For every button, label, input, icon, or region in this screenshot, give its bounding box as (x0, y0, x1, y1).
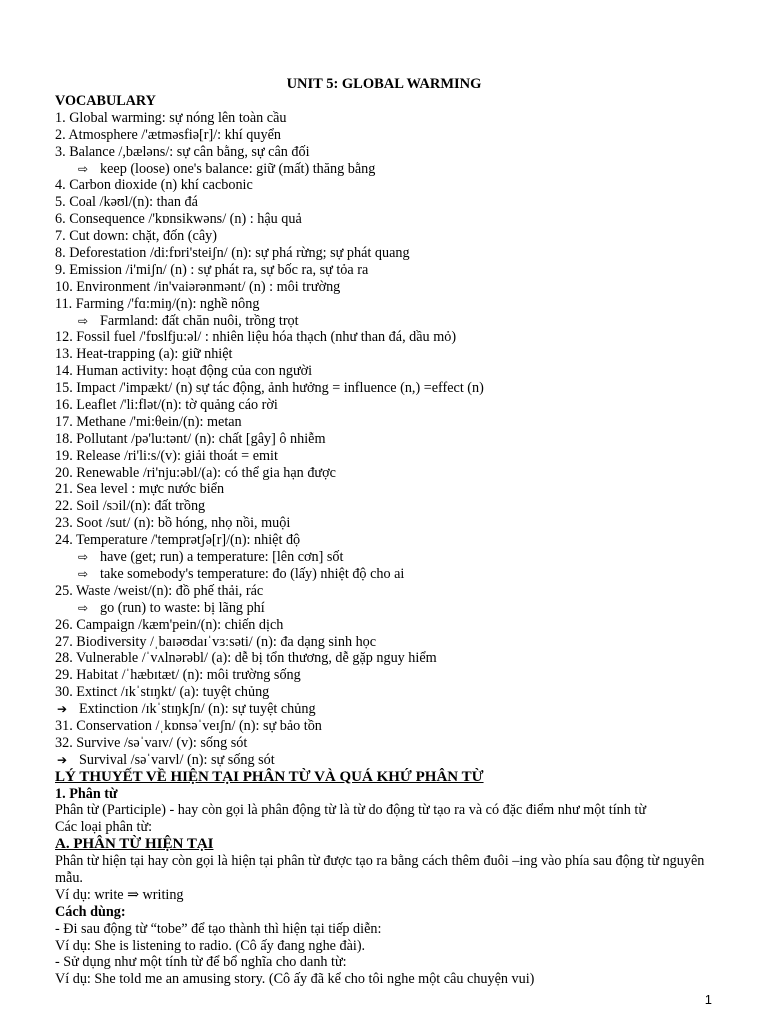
vocab-item (55, 515, 715, 532)
vocab-text: 10. Environment /in'vaiərənmənt/ (n) : môi trường (55, 278, 341, 295)
vocab-item (55, 583, 715, 600)
vocab-item (55, 144, 715, 161)
vocab-item (55, 498, 715, 515)
arrow-icon: ⇨ (78, 313, 89, 328)
vocab-item (55, 363, 715, 380)
usage-2-example: Ví dụ: She told me an amusing story. (Cô ấy đã kể cho tôi nghe một câu chuyện vui) (55, 971, 535, 988)
vocab-text: 3. Balance /,bæləns/: sự cân bằng, sự cân đối (55, 143, 310, 160)
vocab-subitem (55, 549, 715, 566)
vocab-item (55, 397, 715, 414)
section-1-heading: 1. Phân từ (55, 785, 118, 802)
vocab-text: 25. Waste /weist/(n): đồ phế thải, rác (55, 582, 264, 599)
vocab-subitem (55, 600, 715, 617)
vocab-item (55, 617, 715, 634)
section-1-types: Các loại phân từ: (55, 819, 153, 836)
vocab-text: 19. Release /ri'li:s/(v): giải thoát = emit (55, 447, 278, 464)
vocab-item (55, 110, 715, 127)
vocab-text: 28. Vulnerable /ˈvʌlnərəbl/ (a): dễ bị tổn thương, dễ gặp nguy hiểm (55, 650, 437, 667)
vocabulary-heading: VOCABULARY (55, 93, 156, 109)
vocab-text: Extinction /ɪkˈstɪŋkʃn/ (n): sự tuyệt chủng (79, 701, 316, 718)
vocab-item (55, 414, 715, 431)
vocab-item (55, 329, 715, 346)
vocab-text: 8. Deforestation /di:fɒri'steiʃn/ (n): sự phá rừng; sự phát quang (55, 245, 410, 262)
vocab-text: have (get; run) a temperature: [lên cơn] sốt (100, 549, 344, 566)
vocab-text: 21. Sea level : mực nước biển (55, 481, 225, 498)
arrow-icon: ⇨ (78, 550, 89, 565)
vocab-item (55, 650, 715, 667)
vocab-text: 31. Conservation /ˌkɒnsəˈveɪʃn/ (n): sự bảo tồn (55, 717, 322, 734)
vocab-item (55, 667, 715, 684)
vocab-subitem (55, 566, 715, 583)
vocab-text: 11. Farming /'fɑ:miŋ/(n): nghề nông (55, 295, 260, 312)
vocabulary-list (55, 110, 715, 769)
vocab-text: go (run) to waste: bị lãng phí (100, 599, 265, 616)
vocab-item (55, 262, 715, 279)
usage-1-example: Ví dụ: She is listening to radio. (Cô ấy đang nghe đài). (55, 937, 366, 954)
vocab-item (55, 228, 715, 245)
vocab-subitem (55, 752, 715, 769)
vocab-text: Survival /səˈvaɪvl/ (n): sự sống sót (79, 751, 275, 768)
vocab-text: 15. Impact /'impækt/ (n) sự tác động, ảnh hưởng = influence (n,) =effect (n) (55, 380, 484, 397)
arrow-icon: ⇨ (78, 566, 89, 581)
section-a-text: Phân từ hiện tại hay còn gọi là hiện tại phân từ được tạo ra bằng cách thêm đuôi –ing vào phía sau động từ nguyên mẫu. (55, 853, 705, 886)
usage-2: - Sử dụng như một tính từ để bổ nghĩa cho danh từ: (55, 954, 347, 971)
document-body (55, 93, 715, 988)
vocab-text: 32. Survive /səˈvaɪv/ (v): sống sót (55, 734, 248, 751)
vocab-text: 29. Habitat /ˈhæbɪtæt/ (n): môi trường sống (55, 667, 301, 684)
vocab-item (55, 718, 715, 735)
vocab-text: 23. Soot /sut/ (n): bồ hóng, nhọ nồi, muội (55, 515, 291, 532)
section-a-heading: A. PHÂN TỪ HIỆN TẠI (55, 836, 214, 853)
vocab-item (55, 465, 715, 482)
page-title: UNIT 5: GLOBAL WARMING (286, 76, 482, 92)
section-a-example: Ví dụ: write ⇒ writing (55, 886, 184, 903)
vocab-item (55, 431, 715, 448)
vocab-text: 20. Renewable /ri'nju:əbl/(a): có thể gia hạn được (55, 464, 336, 481)
vocab-text: 1. Global warming: sự nóng lên toàn cầu (55, 109, 287, 126)
vocab-item (55, 684, 715, 701)
arrow-icon: ➔ (57, 702, 68, 717)
vocab-item (55, 177, 715, 194)
usage-1: - Đi sau động từ “tobe” để tạo thành thì hiện tại tiếp diễn: (55, 920, 382, 937)
vocab-item (55, 380, 715, 397)
vocab-text: keep (loose) one's balance: giữ (mất) thăng bằng (100, 160, 376, 177)
vocab-text: 22. Soil /sɔil/(n): đất trồng (55, 498, 206, 515)
vocab-subitem (55, 701, 715, 718)
arrow-icon: ➔ (57, 752, 68, 767)
vocab-text: take somebody's temperature: đo (lấy) nhiệt độ cho ai (100, 565, 405, 582)
vocab-text: 17. Methane /'mi:θein/(n): metan (55, 413, 242, 430)
vocab-subitem (55, 161, 715, 178)
vocab-subitem (55, 313, 715, 330)
vocab-text: 14. Human activity: hoạt động của con người (55, 363, 313, 380)
vocab-item (55, 634, 715, 651)
vocab-text: 18. Pollutant /pə'lu:tənt/ (n): chất [gây] ô nhiễm (55, 430, 326, 447)
vocab-text: 9. Emission /i'miʃn/ (n) : sự phát ra, sự bốc ra, sự tỏa ra (55, 261, 369, 278)
vocab-text: 30. Extinct /ɪkˈstɪŋkt/ (a): tuyệt chủng (55, 684, 270, 701)
vocab-item (55, 481, 715, 498)
vocab-text: 16. Leaflet /'li:flət/(n): tờ quảng cáo rời (55, 397, 278, 414)
vocab-item (55, 346, 715, 363)
vocab-text: 13. Heat-trapping (a): giữ nhiệt (55, 346, 233, 363)
vocab-item (55, 448, 715, 465)
usage-heading: Cách dùng: (55, 903, 126, 920)
vocab-text: 27. Biodiversity /ˌbaɪəʊdaɪˈvɜːsəti/ (n): đa dạng sinh học (55, 633, 377, 650)
theory-heading: LÝ THUYẾT VỀ HIỆN TẠI PHÂN TỪ VÀ QUÁ KHỨ PHÂN TỪ (55, 768, 484, 785)
vocab-item (55, 245, 715, 262)
arrow-icon: ⇨ (78, 161, 89, 176)
vocab-text: 6. Consequence /'kɒnsikwəns/ (n) : hậu quả (55, 211, 302, 228)
page-number: 1 (704, 992, 712, 1007)
vocab-text: 24. Temperature /'temprətʃə[r]/(n): nhiệt độ (55, 532, 301, 549)
vocab-item (55, 194, 715, 211)
vocab-item (55, 735, 715, 752)
vocab-item (55, 532, 715, 549)
section-1-text: Phân từ (Participle) - hay còn gọi là phân động từ là từ do động từ tạo ra và có đặc điểm như một tính từ (55, 802, 647, 819)
vocab-item (55, 211, 715, 228)
vocab-text: 12. Fossil fuel /'fɒslfju:əl/ : nhiên liệu hóa thạch (như than đá, dầu mỏ) (55, 329, 457, 346)
vocab-text: 4. Carbon dioxide (n) khí cacbonic (55, 177, 253, 194)
vocab-text: 5. Coal /kəʊl/(n): than đá (55, 194, 198, 211)
vocab-text: Farmland: đất chăn nuôi, trồng trọt (100, 312, 299, 329)
vocab-item (55, 127, 715, 144)
vocab-text: 26. Campaign /kæm'pein/(n): chiến dịch (55, 616, 284, 633)
vocab-text: 2. Atmosphere /'ætməsfiə[r]/: khí quyển (55, 126, 281, 143)
vocab-item (55, 296, 715, 313)
vocab-text: 7. Cut down: chặt, đốn (cây) (55, 228, 217, 245)
arrow-icon: ⇨ (78, 600, 89, 615)
vocab-item (55, 279, 715, 296)
